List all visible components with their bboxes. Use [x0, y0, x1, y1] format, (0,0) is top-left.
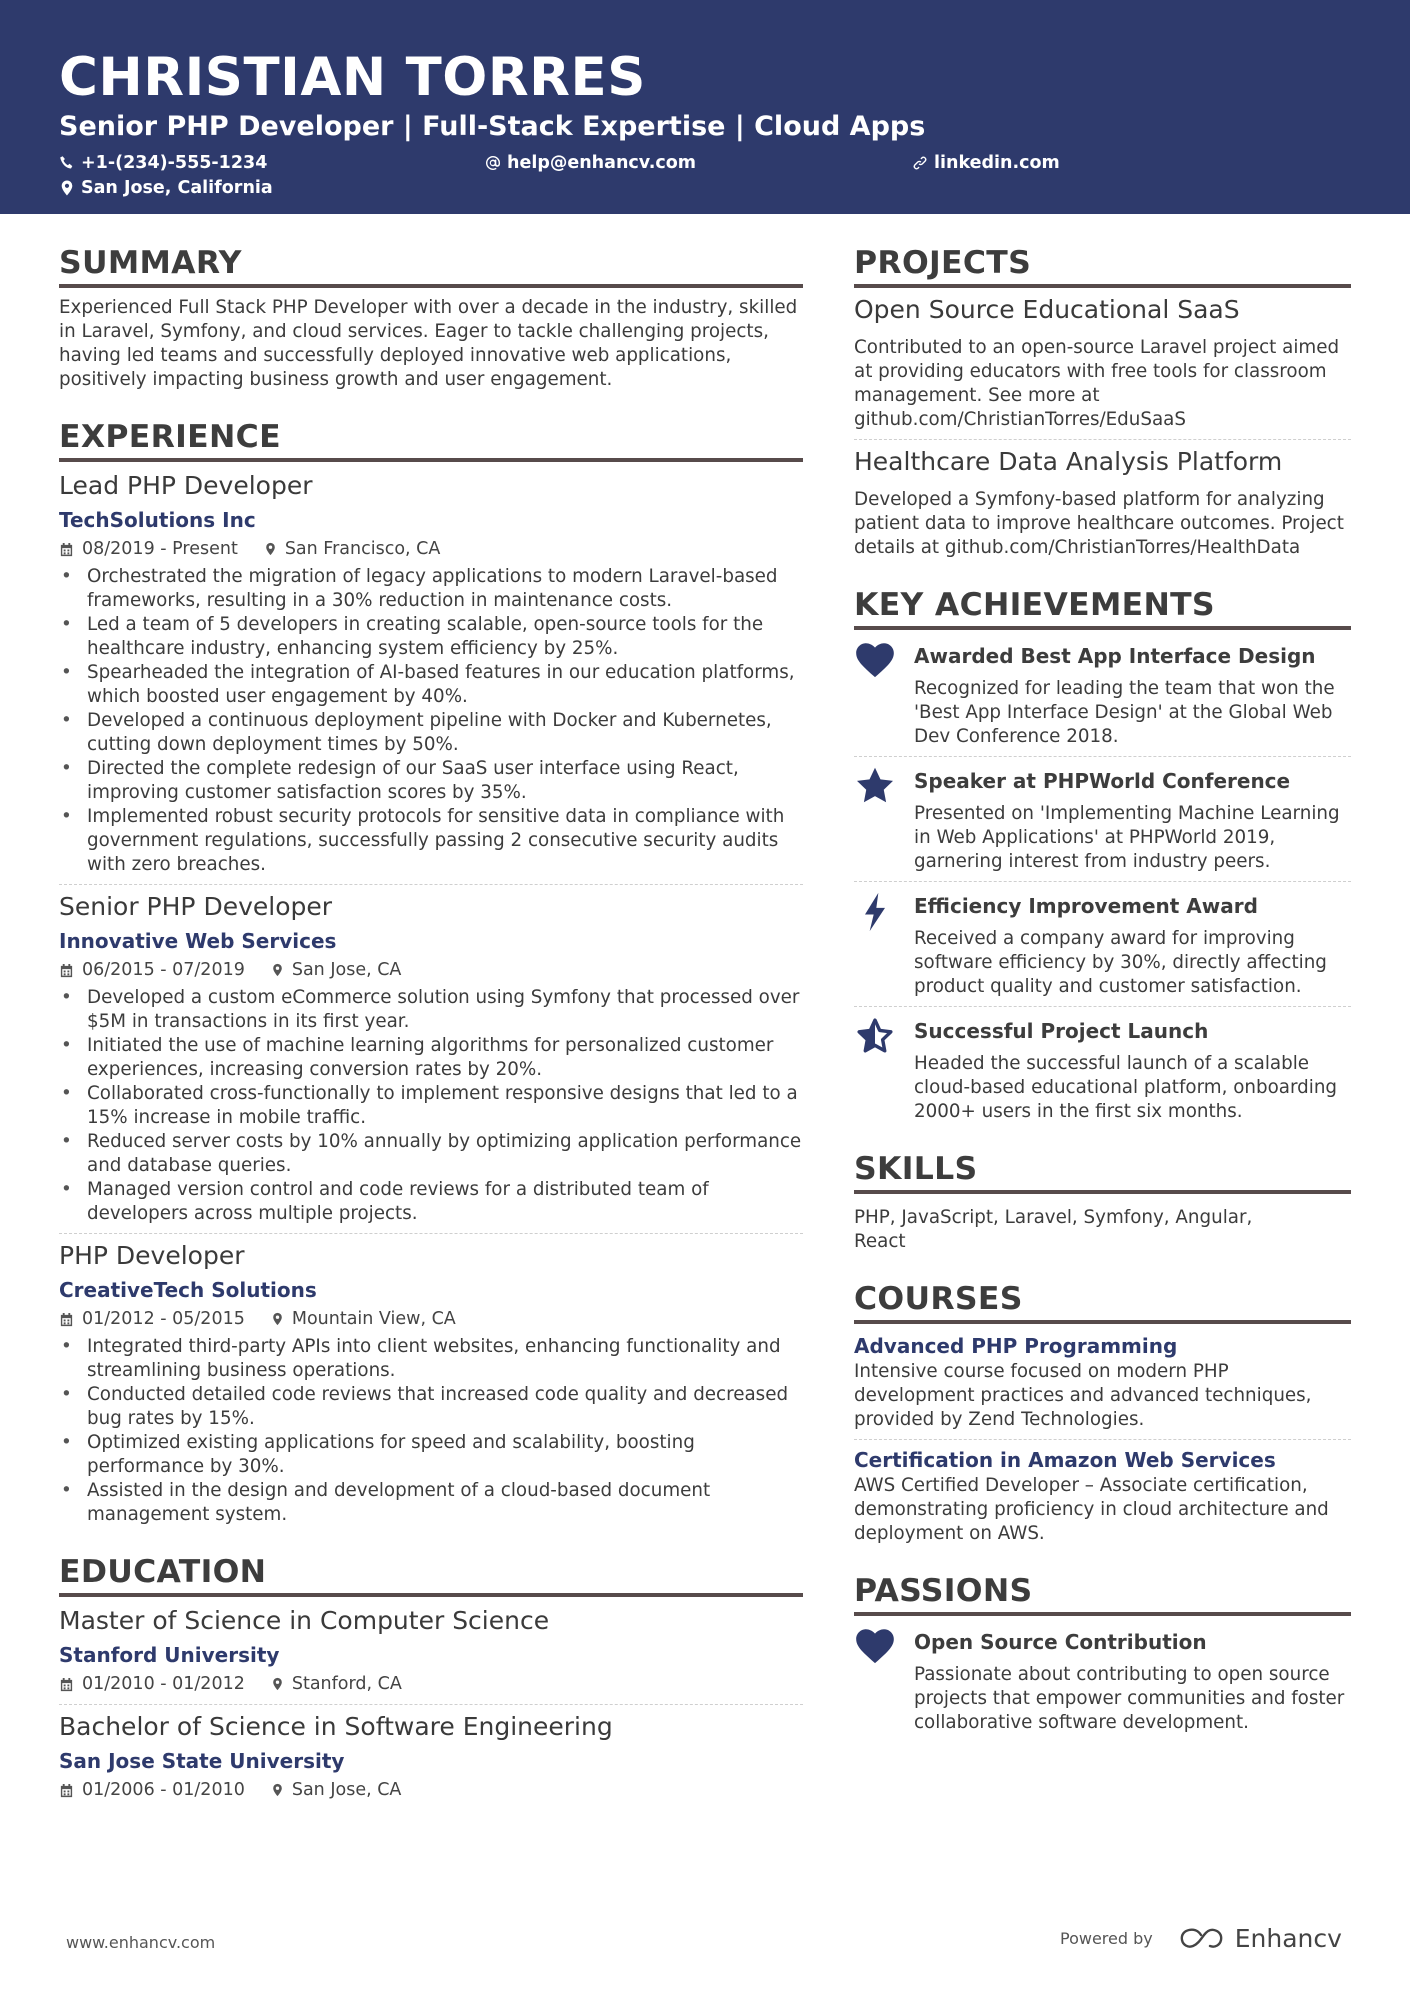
linkedin-contact[interactable]	[912, 153, 1060, 173]
projects-heading: PROJECTS	[854, 244, 1351, 288]
divider	[59, 1704, 803, 1705]
bullet-item: • Assisted in the design and development of a cloud-based document management system.	[59, 1479, 803, 1527]
achievement-description: Headed the successful launch of a scalable cloud-based educational platform, onboarding 2000+ users in the first six months.	[914, 1053, 1338, 1122]
brand-name: Enhancv	[1234, 1924, 1342, 1953]
experience-heading: EXPERIENCE	[59, 418, 803, 462]
education-location	[271, 1778, 402, 1802]
school-name: Stanford University	[59, 1643, 280, 1667]
location-contact	[59, 178, 273, 198]
divider	[854, 1006, 1351, 1007]
bullet-item: • Led a team of 5 developers in creating scalable, open-source tools for the healthcare industry, enhancing system efficiency by 25%.	[59, 613, 803, 661]
school-name: San Jose State University	[59, 1749, 345, 1773]
project-description: Contributed to an open-source Laravel project aimed at providing educators with free tools for classroom management. See more at github.com/ChristianTorres/EduSaaS	[854, 337, 1340, 430]
phone-contact[interactable]	[59, 153, 267, 173]
heart-icon	[854, 1628, 896, 1670]
bullet-item: • Developed a continuous deployment pipeline with Docker and Kubernetes, cutting down deployment times by 50%.	[59, 709, 803, 757]
footer-website[interactable]: www.enhancv.com	[66, 1933, 216, 1952]
achievement-title: Speaker at PHPWorld Conference	[914, 769, 1291, 793]
left-column	[59, 214, 803, 1802]
job-location-text: Mountain View, CA	[291, 1309, 456, 1329]
experience-item	[59, 1240, 803, 1527]
course-title: Certification in Amazon Web Services	[854, 1448, 1276, 1472]
lightning-icon	[854, 892, 896, 934]
divider	[59, 884, 803, 885]
project-item	[854, 294, 1351, 432]
job-dates: 01/2012 - 05/2015	[82, 1309, 245, 1329]
bullet-item: • Collaborated cross-functionally to implement responsive designs that led to a 15% increase in mobile traffic.	[59, 1082, 803, 1130]
education-location-text: Stanford, CA	[291, 1674, 402, 1694]
job-title: Lead PHP Developer	[59, 471, 313, 500]
job-title: Senior PHP Developer	[59, 892, 333, 921]
calendar-icon	[59, 963, 74, 978]
job-bullets	[59, 1335, 803, 1527]
project-title: Healthcare Data Analysis Platform	[854, 447, 1283, 476]
resume-header	[0, 0, 1410, 214]
summary-text: Experienced Full Stack PHP Developer with over a decade in the industry, skilled in Laravel, Symfony, and cloud services. Eager to tackle challenging projects, having led teams and successfully deployed innovative web applications, positively impacting business growth and user engagement.	[59, 297, 798, 390]
skills-list: PHP, JavaScript, Laravel, Symfony, Angular, React	[854, 1207, 1253, 1252]
company-name: Innovative Web Services	[59, 929, 337, 953]
degree-title: Master of Science in Computer Science	[59, 1606, 550, 1635]
location-pin-icon	[271, 1676, 284, 1692]
bullet-item: • Integrated third-party APIs into client websites, enhancing functionality and streamlining business operations.	[59, 1335, 803, 1383]
bullet-item: • Optimized existing applications for speed and scalability, boosting performance by 30%.	[59, 1431, 803, 1479]
passion-description: Passionate about contributing to open source projects that empower communities and foster collaborative software development.	[914, 1664, 1345, 1733]
experience-section	[59, 418, 803, 1527]
achievement-title: Awarded Best App Interface Design	[914, 644, 1316, 668]
location-text: San Jose, California	[81, 178, 273, 198]
achievements-heading: KEY ACHIEVEMENTS	[854, 586, 1351, 630]
course-title: Advanced PHP Programming	[854, 1334, 1178, 1358]
email-address: help@enhancv.com	[507, 153, 697, 173]
passions-section	[854, 1572, 1351, 1735]
education-meta	[59, 1672, 803, 1696]
education-dates: 01/2006 - 01/2010	[82, 1780, 245, 1800]
experience-item	[59, 891, 803, 1226]
right-column	[854, 214, 1351, 1735]
achievement-item	[854, 1017, 1351, 1124]
summary-heading: SUMMARY	[59, 244, 803, 288]
job-bullets	[59, 986, 803, 1226]
bullet-item: • Implemented robust security protocols for sensitive data in compliance with government regulations, successfully passing 2 consecutive security audits with zero breaches.	[59, 805, 803, 877]
candidate-name: CHRISTIAN TORRES	[59, 47, 646, 108]
degree-title: Bachelor of Science in Software Engineering	[59, 1712, 613, 1741]
phone-icon	[59, 155, 75, 171]
achievement-description: Received a company award for improving software efficiency by 30%, directly affecting product quality and customer satisfaction.	[914, 928, 1327, 997]
powered-by-label: Powered by	[1060, 1929, 1153, 1948]
skills-heading: SKILLS	[854, 1150, 1351, 1194]
calendar-icon	[59, 1312, 74, 1327]
enhancv-logo[interactable]	[1179, 1924, 1342, 1953]
education-dates: 01/2010 - 01/2012	[82, 1674, 245, 1694]
bullet-item: • Orchestrated the migration of legacy applications to modern Laravel-based frameworks, resulting in a 30% reduction in maintenance costs.	[59, 565, 803, 613]
bullet-item: • Spearheaded the integration of AI-based features in our education platforms, which boosted user engagement by 40%.	[59, 661, 803, 709]
achievement-item	[854, 642, 1351, 749]
job-title: PHP Developer	[59, 1241, 245, 1270]
passion-item	[854, 1628, 1351, 1735]
achievement-item	[854, 892, 1351, 999]
phone-number: +1-(234)-555-1234	[81, 153, 268, 173]
bullet-item: • Initiated the use of machine learning algorithms for personalized customer experiences, increasing conversion rates by 20%.	[59, 1034, 803, 1082]
passion-title: Open Source Contribution	[914, 1630, 1207, 1654]
course-description: Intensive course focused on modern PHP development practices and advanced techniques, provided by Zend Technologies.	[854, 1361, 1312, 1430]
job-meta	[59, 537, 803, 561]
job-dates: 08/2019 - Present	[82, 539, 238, 559]
courses-section	[854, 1280, 1351, 1546]
job-meta	[59, 1307, 803, 1331]
course-item	[854, 1332, 1351, 1432]
location-pin-icon	[271, 1311, 284, 1327]
bullet-item: • Reduced server costs by 10% annually by optimizing application performance and database queries.	[59, 1130, 803, 1178]
education-location-text: San Jose, CA	[291, 1780, 402, 1800]
enhancv-logo-icon	[1179, 1927, 1227, 1951]
location-pin-icon	[271, 1782, 284, 1798]
bullet-item: • Managed version control and code reviews for a distributed team of developers across multiple projects.	[59, 1178, 803, 1226]
achievement-description: Recognized for leading the team that won the 'Best App Interface Design' at the Global Web Dev Conference 2018.	[914, 678, 1335, 747]
linkedin-url: linkedin.com	[934, 153, 1060, 173]
project-item	[854, 446, 1351, 560]
experience-item	[59, 470, 803, 877]
education-section	[59, 1553, 803, 1802]
location-pin-icon	[271, 962, 284, 978]
project-title: Open Source Educational SaaS	[854, 295, 1240, 324]
footer-branding	[1060, 1924, 1342, 1953]
skills-section	[854, 1150, 1351, 1254]
education-location	[271, 1672, 402, 1696]
company-name: CreativeTech Solutions	[59, 1278, 317, 1302]
link-icon	[912, 155, 928, 171]
projects-section	[854, 244, 1351, 560]
at-icon	[485, 155, 501, 171]
location-pin-icon	[59, 180, 75, 196]
education-item	[59, 1605, 803, 1696]
calendar-icon	[59, 542, 74, 557]
bullet-item: • Directed the complete redesign of our SaaS user interface using React, improving customer satisfaction scores by 35%.	[59, 757, 803, 805]
achievement-title: Efficiency Improvement Award	[914, 894, 1258, 918]
summary-section	[59, 244, 803, 392]
education-item	[59, 1711, 803, 1802]
calendar-icon	[59, 1677, 74, 1692]
company-name: TechSolutions Inc	[59, 508, 256, 532]
job-location	[264, 537, 441, 561]
achievement-description: Presented on 'Implementing Machine Learning in Web Applications' at PHPWorld 2019, garnering interest from industry peers.	[914, 803, 1340, 872]
job-location	[271, 958, 402, 982]
course-description: AWS Certified Developer – Associate certification, demonstrating proficiency in cloud architecture and deployment on AWS.	[854, 1475, 1329, 1544]
job-location-text: San Francisco, CA	[284, 539, 441, 559]
education-meta	[59, 1778, 803, 1802]
passions-heading: PASSIONS	[854, 1572, 1351, 1616]
divider	[854, 1439, 1351, 1440]
job-dates: 06/2015 - 07/2019	[82, 960, 245, 980]
job-bullets	[59, 565, 803, 877]
course-item	[854, 1446, 1351, 1546]
job-location-text: San Jose, CA	[291, 960, 402, 980]
email-contact[interactable]	[485, 153, 696, 173]
achievement-item	[854, 767, 1351, 874]
job-meta	[59, 958, 803, 982]
divider	[854, 881, 1351, 882]
bullet-item: • Developed a custom eCommerce solution using Symfony that processed over $5M in transactions in its first year.	[59, 986, 803, 1034]
bullet-item: • Conducted detailed code reviews that increased code quality and decreased bug rates by 15%.	[59, 1383, 803, 1431]
heart-icon	[854, 642, 896, 684]
star-outline-icon	[854, 1017, 896, 1059]
courses-heading: COURSES	[854, 1280, 1351, 1324]
calendar-icon	[59, 1783, 74, 1798]
project-description: Developed a Symfony-based platform for analyzing patient data to improve healthcare outcomes. Project details at github.com/ChristianTorres/HealthData	[854, 489, 1344, 558]
contact-info	[59, 145, 1410, 201]
divider	[854, 439, 1351, 440]
star-icon	[854, 767, 896, 809]
achievement-title: Successful Project Launch	[914, 1019, 1209, 1043]
divider	[59, 1233, 803, 1234]
candidate-headline: Senior PHP Developer | Full-Stack Expertise | Cloud Apps	[59, 111, 926, 142]
achievements-section	[854, 586, 1351, 1124]
education-heading: EDUCATION	[59, 1553, 803, 1597]
location-pin-icon	[264, 541, 277, 557]
job-location	[271, 1307, 456, 1331]
divider	[854, 756, 1351, 757]
